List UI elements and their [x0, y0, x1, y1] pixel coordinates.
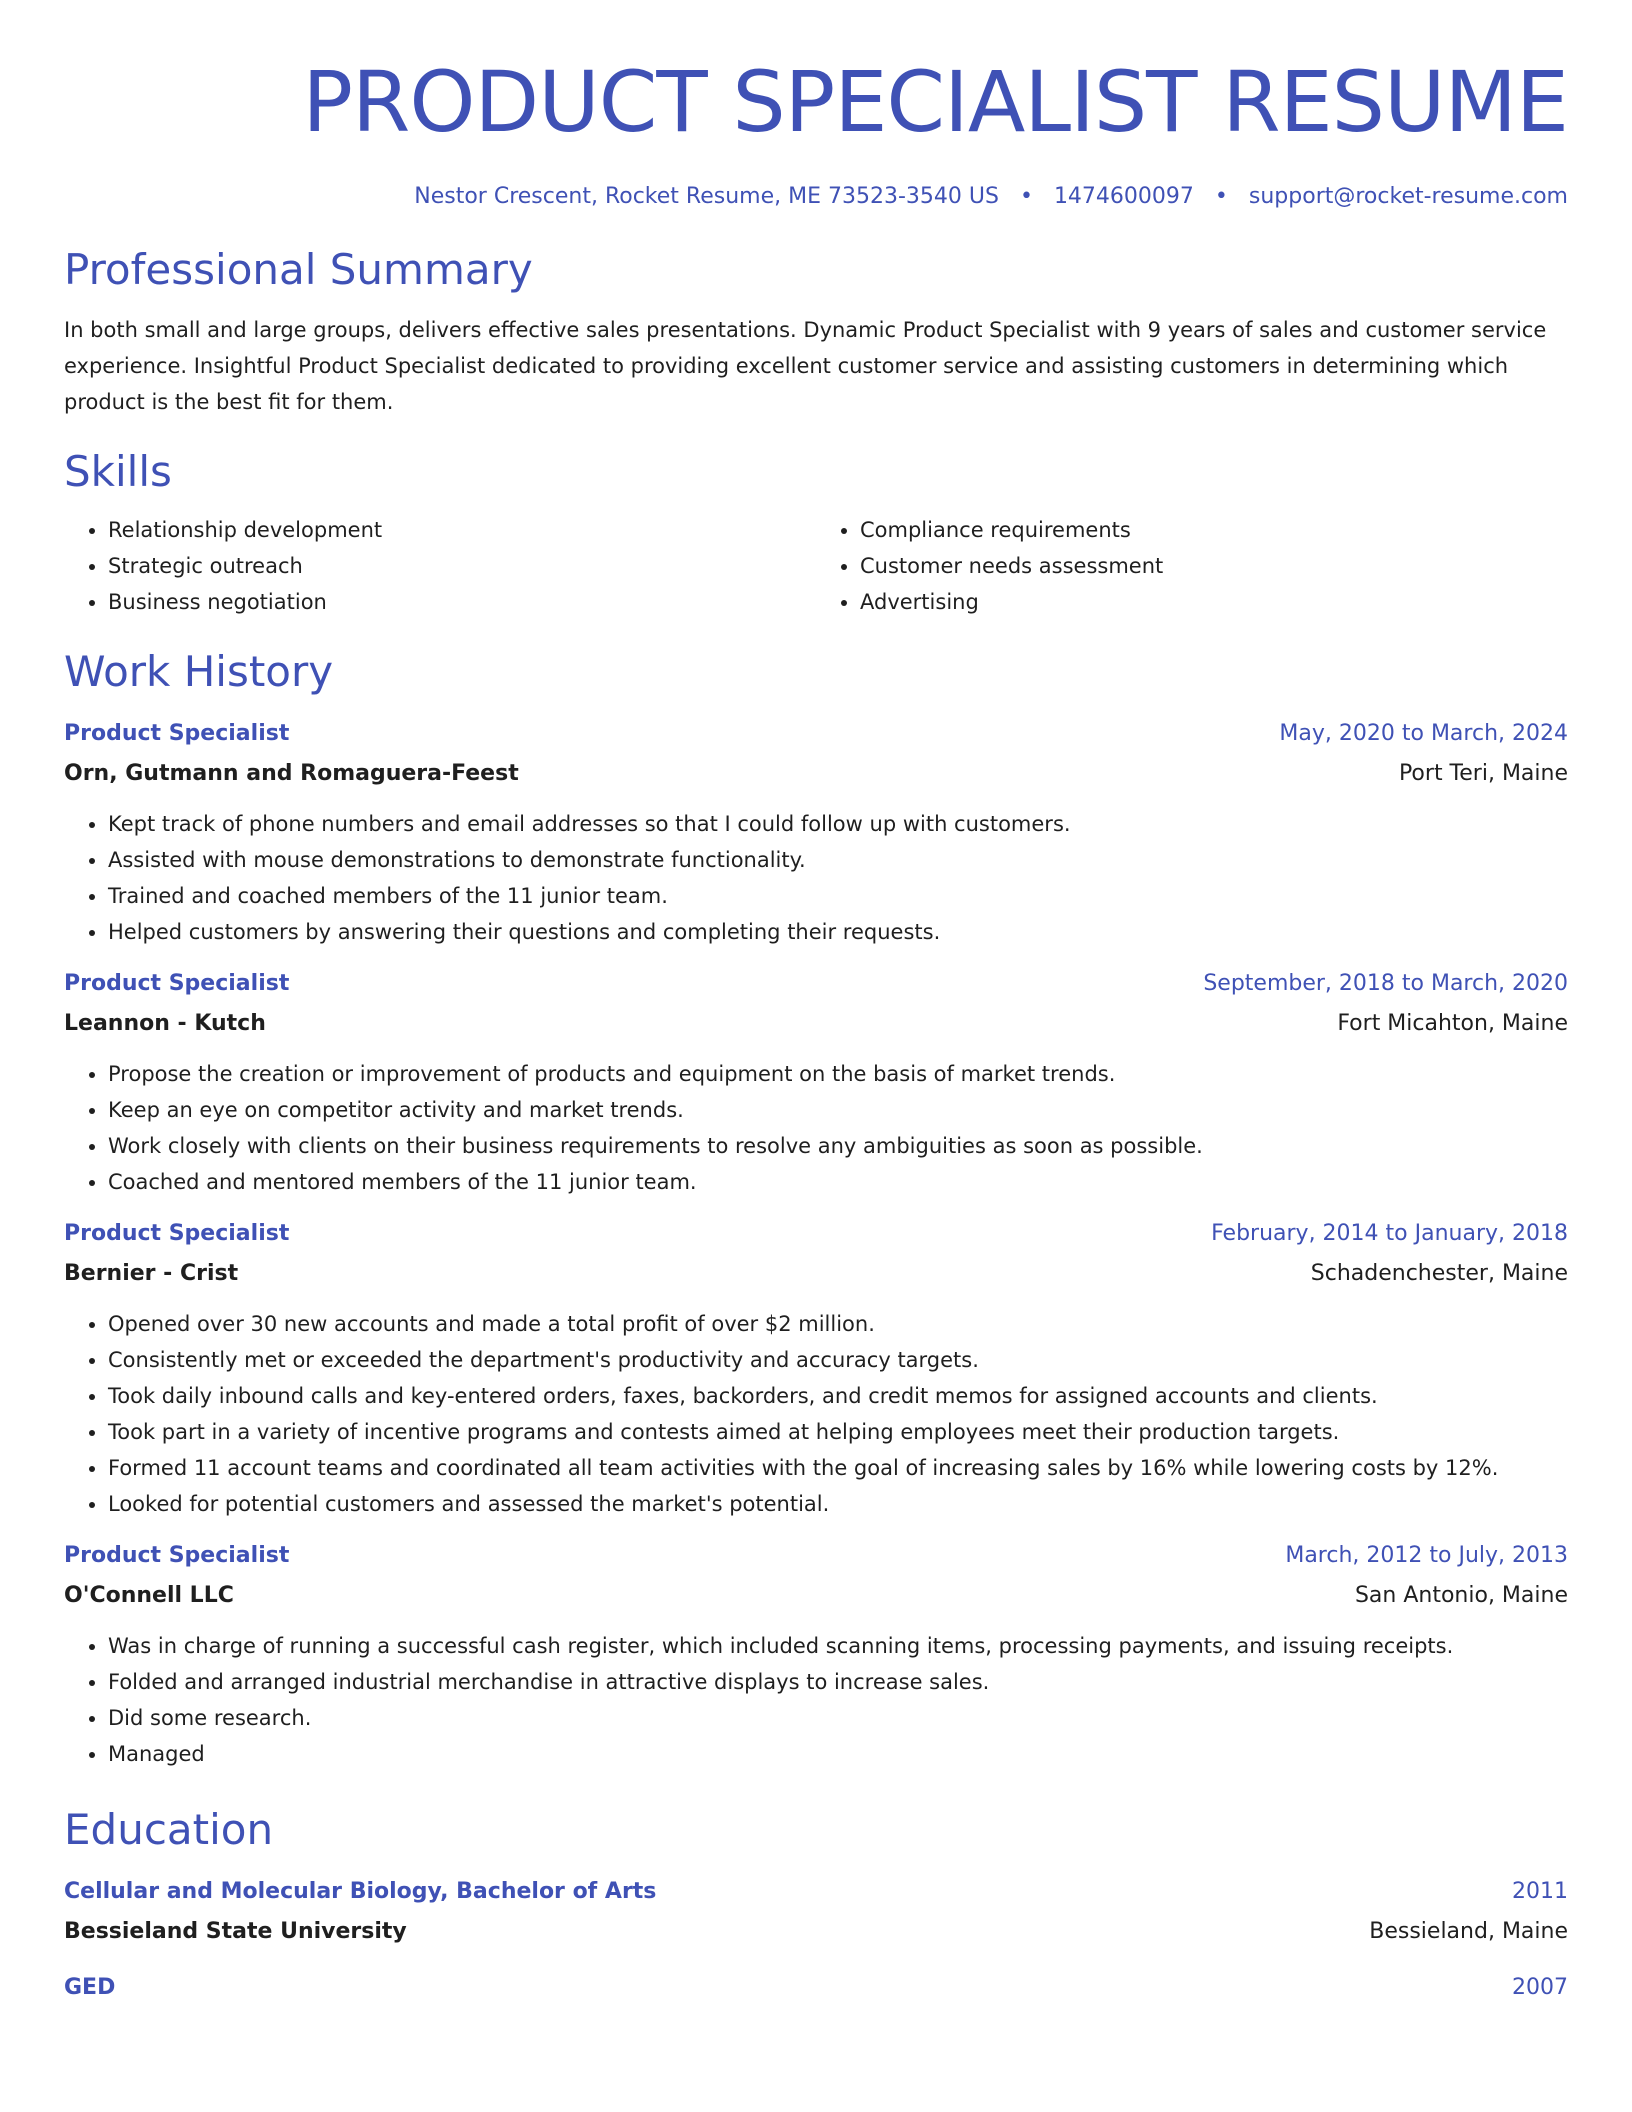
education-header-row: [64, 1874, 1568, 1910]
skill-item: • Compliance requirements: [860, 512, 1568, 548]
job-bullet: • Took daily inbound calls and key-entered orders, faxes, backorders, and credit memos for assigned accounts and clients.: [108, 1378, 1568, 1414]
education-year: 2011: [1512, 1879, 1568, 1904]
job-bullets: [64, 1306, 1568, 1522]
job-location: Fort Micahton, Maine: [1337, 1011, 1568, 1036]
education-degree: Cellular and Molecular Biology, Bachelor of Arts: [64, 1879, 657, 1904]
job-bullet: • Work closely with clients on their business requirements to resolve any ambiguities as soon as possible.: [108, 1128, 1568, 1164]
job-company-row: [64, 1578, 1568, 1614]
job-bullets: [64, 806, 1568, 950]
job-bullet: • Was in charge of running a successful cash register, which included scanning items, processing payments, and issuing receipts.: [108, 1628, 1568, 1664]
job-bullet: • Formed 11 account teams and coordinated all team activities with the goal of increasing sales by 16% while lowering costs by 12%.: [108, 1450, 1568, 1486]
skill-item: • Relationship development: [108, 512, 816, 548]
job-title: Product Specialist: [64, 721, 290, 746]
section-title-education: Education: [64, 1805, 274, 1854]
skill-item: • Advertising: [860, 584, 1568, 620]
job-company-row: [64, 1006, 1568, 1042]
job-bullets: [64, 1056, 1568, 1200]
job-entry: [64, 966, 1568, 1200]
job-entry: [64, 1538, 1568, 1772]
job-company: Leannon - Kutch: [64, 1011, 266, 1036]
job-bullet: • Managed: [108, 1736, 1568, 1772]
job-title: Product Specialist: [64, 1543, 290, 1568]
education-degree: GED: [64, 1975, 116, 2000]
skill-item: • Customer needs assessment: [860, 548, 1568, 584]
resume-header: [64, 0, 1568, 212]
skills-column-right: [816, 512, 1568, 620]
education-header-row: [64, 1970, 1568, 2006]
education-location: Bessieland, Maine: [1369, 1919, 1568, 1944]
job-bullet: • Coached and mentored members of the 11 junior team.: [108, 1164, 1568, 1200]
job-company-row: [64, 756, 1568, 792]
job-bullet: • Assisted with mouse demonstrations to demonstrate functionality.: [108, 842, 1568, 878]
job-location: Schadenchester, Maine: [1310, 1261, 1568, 1286]
education-school: Bessieland State University: [64, 1919, 407, 1944]
job-dates: March, 2012 to July, 2013: [1285, 1543, 1568, 1568]
job-title: Product Specialist: [64, 971, 290, 996]
section-title-work-history: Work History: [64, 647, 334, 696]
job-header-row: [64, 1538, 1568, 1574]
job-bullet: • Helped customers by answering their questions and completing their requests.: [108, 914, 1568, 950]
contact-separator: •: [1019, 184, 1033, 209]
summary-text: In both small and large groups, delivers effective sales presentations. Dynamic Product Specialist with 9 years of sales and customer service experience. Insightful Product Specialist dedicated to providing excellent customer service and assisting customers in determining which product is the best fit for them.: [64, 318, 1547, 414]
job-bullet: • Folded and arranged industrial merchandise in attractive displays to increase sales.: [108, 1664, 1568, 1700]
job-entry: [64, 1216, 1568, 1522]
education-entry: [64, 1874, 1568, 1950]
skills-list: [64, 512, 1568, 620]
job-bullet: • Kept track of phone numbers and email addresses so that I could follow up with customers.: [108, 806, 1568, 842]
contact-line: [64, 182, 1568, 212]
contact-address: Nestor Crescent, Rocket Resume, ME 73523-3540 US: [414, 184, 999, 209]
contact-phone: 1474600097: [1053, 184, 1194, 209]
job-dates: September, 2018 to March, 2020: [1203, 971, 1568, 996]
education-entry: [64, 1970, 1568, 2006]
job-entry: [64, 716, 1568, 950]
resume-name: PRODUCT SPECIALIST RESUME: [302, 53, 1568, 151]
job-bullet: • Trained and coached members of the 11 junior team.: [108, 878, 1568, 914]
job-header-row: [64, 1216, 1568, 1252]
job-title: Product Specialist: [64, 1221, 290, 1246]
job-dates: May, 2020 to March, 2024: [1279, 721, 1568, 746]
job-location: San Antonio, Maine: [1354, 1583, 1568, 1608]
job-header-row: [64, 716, 1568, 752]
skill-item: • Strategic outreach: [108, 548, 816, 584]
job-company: O'Connell LLC: [64, 1583, 234, 1608]
job-company: Orn, Gutmann and Romaguera-Feest: [64, 761, 519, 786]
job-bullet: • Keep an eye on competitor activity and market trends.: [108, 1092, 1568, 1128]
job-bullet: • Opened over 30 new accounts and made a total profit of over $2 million.: [108, 1306, 1568, 1342]
contact-separator: •: [1214, 184, 1228, 209]
section-title-skills: Skills: [64, 447, 172, 496]
job-bullet: • Propose the creation or improvement of products and equipment on the basis of market trends.: [108, 1056, 1568, 1092]
job-header-row: [64, 966, 1568, 1002]
job-bullet: • Did some research.: [108, 1700, 1568, 1736]
contact-email: support@rocket-resume.com: [1248, 184, 1568, 209]
job-location: Port Teri, Maine: [1398, 761, 1568, 786]
education-year: 2007: [1512, 1975, 1568, 2000]
job-bullet: • Took part in a variety of incentive programs and contests aimed at helping employees meet their production targets.: [108, 1414, 1568, 1450]
job-bullet: • Consistently met or exceeded the department's productivity and accuracy targets.: [108, 1342, 1568, 1378]
section-title-summary: Professional Summary: [64, 245, 533, 294]
job-company-row: [64, 1256, 1568, 1292]
skill-item: • Business negotiation: [108, 584, 816, 620]
skills-column-left: [64, 512, 816, 620]
education-school-row: [64, 1914, 1568, 1950]
job-bullet: • Looked for potential customers and assessed the market's potential.: [108, 1486, 1568, 1522]
job-bullets: [64, 1628, 1568, 1772]
job-dates: February, 2014 to January, 2018: [1211, 1221, 1568, 1246]
job-company: Bernier - Crist: [64, 1261, 239, 1286]
